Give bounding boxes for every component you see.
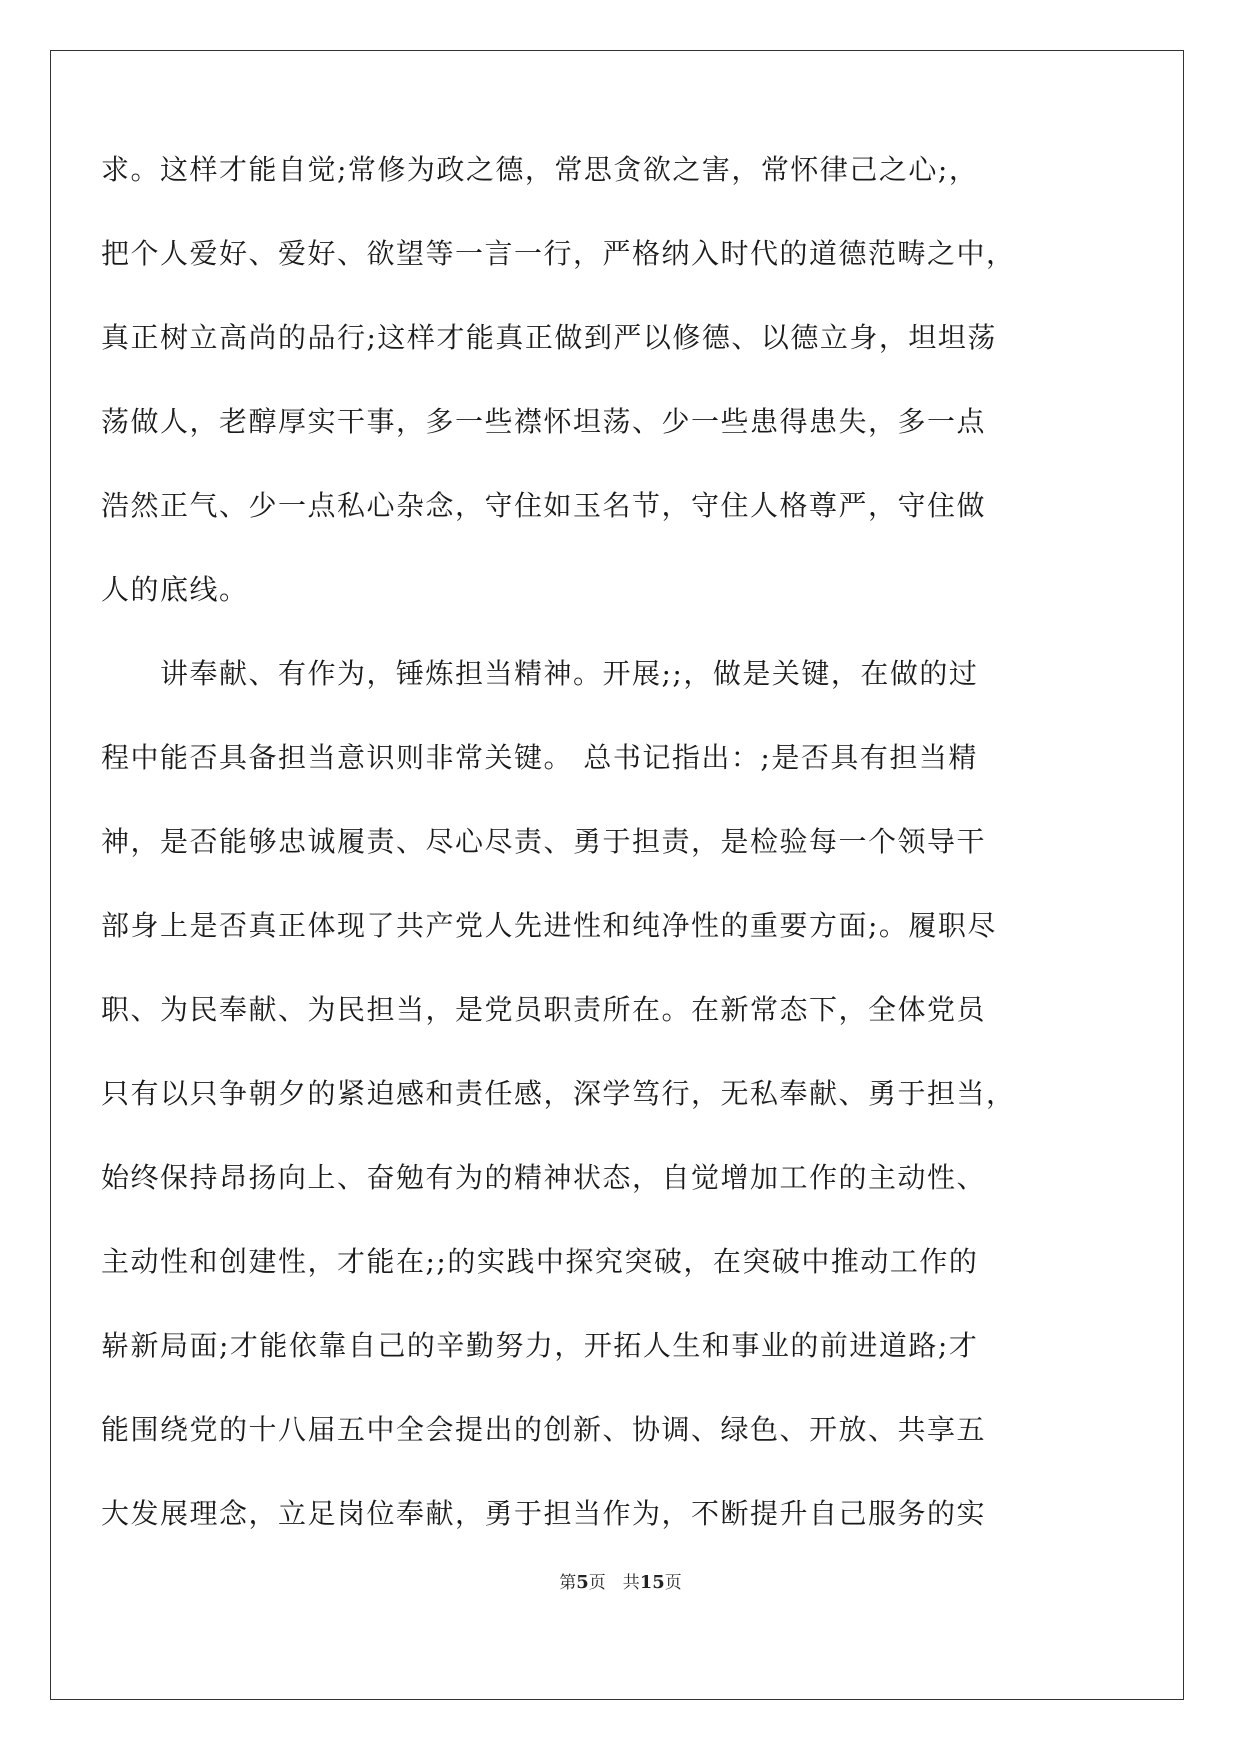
- text-line: 神，是否能够忠诚履责、尽心尽责、勇于担责，是检验每一个领导干: [101, 825, 987, 858]
- text-line: 人的底线。: [101, 573, 249, 606]
- text-line: 部身上是否真正体现了共产党人先进性和纯净性的重要方面;。履职尽: [101, 909, 997, 942]
- text-line: 荡做人，老醇厚实干事，多一些襟怀坦荡、少一些患得患失，多一点: [101, 405, 987, 438]
- text-line: 大发展理念，立足岗位奉献，勇于担当作为，不断提升自己服务的实: [101, 1497, 987, 1530]
- text-line: 崭新局面;才能依靠自己的辛勤努力，开拓人生和事业的前进道路;才: [101, 1329, 979, 1362]
- total-suffix: 页: [664, 1573, 682, 1593]
- total-pages: 15: [639, 1572, 665, 1593]
- text-line: 浩然正气、少一点私心杂念，守住如玉名节，守住人格尊严，守住做: [101, 489, 987, 522]
- text-line: 求。这样才能自觉;常修为政之德，常思贪欲之害，常怀律己之心;，: [101, 153, 979, 186]
- text-line: 程中能否具备担当意识则非常关键。 总书记指出：;是否具有担当精: [101, 741, 978, 774]
- text-line: 真正树立高尚的品行;这样才能真正做到严以修德、以德立身，坦坦荡: [101, 321, 997, 354]
- text-line: 能围绕党的十八届五中全会提出的创新、协调、绿色、开放、共享五: [101, 1413, 987, 1446]
- page-footer: [0, 1568, 1241, 1593]
- text-line: 把个人爱好、爱好、欲望等一言一行，严格纳入时代的道德范畴之中，: [101, 237, 1016, 270]
- text-line: 始终保持昂扬向上、奋勉有为的精神状态，自觉增加工作的主动性、: [101, 1161, 987, 1194]
- text-line: 只有以只争朝夕的紧迫感和责任感，深学笃行，无私奉献、勇于担当，: [101, 1077, 1016, 1110]
- page-prefix: 第: [559, 1573, 577, 1593]
- page-suffix: 页: [588, 1573, 606, 1593]
- page-number: 5: [576, 1572, 589, 1593]
- text-line: 职、为民奉献、为民担当，是党员职责所在。在新常态下，全体党员: [101, 993, 987, 1026]
- text-line: 讲奉献、有作为，锤炼担当精神。开展;;，做是关键，在做的过: [101, 657, 979, 690]
- total-prefix: 共: [622, 1573, 640, 1593]
- text-line: 主动性和创建性，才能在;;的实践中探究突破，在突破中推动工作的: [101, 1245, 979, 1278]
- body-text: [101, 128, 1141, 1556]
